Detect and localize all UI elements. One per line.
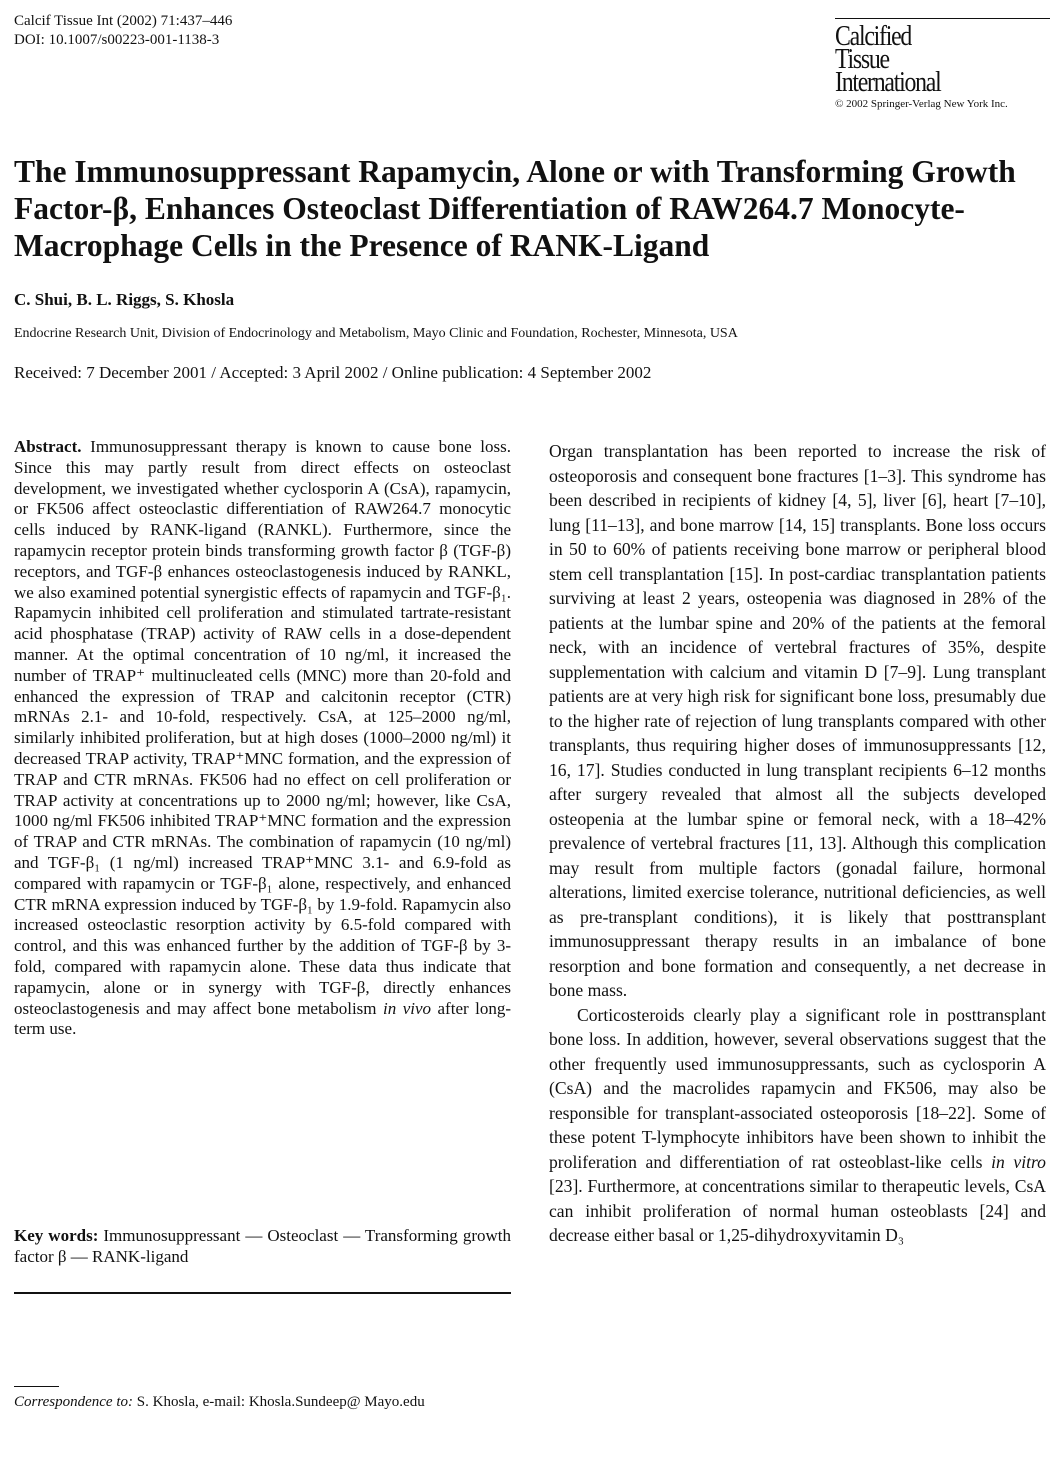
correspondence-label: Correspondence to: — [14, 1394, 134, 1410]
journal-name-line-1: Calcified — [835, 20, 912, 52]
publication-dates: Received: 7 December 2001 / Accepted: 3 April 2002 / Online publication: 4 September 2002 — [14, 363, 652, 382]
body-paragraph-2-start: Corticosteroids clearly play a significant role in posttransplant bone loss. In addition, however, several observations suggest that the other frequently used immunosuppressants, such as cyclosporin A (CsA) and the macrolides rapamycin and FK506, may also be responsible for transplant-associated osteoporosis [18–22]. Some of these potent T-lymphocyte inhibitors have been shown to inhibit the proliferation and differentiation of rat osteoblast-like cells — [549, 1004, 1046, 1172]
correspondence-footnote — [14, 1392, 511, 1412]
abstract — [14, 437, 511, 1040]
citation-doi-line: DOI: 10.1007/s00223-001-1138-3 — [14, 32, 220, 48]
logo-rule — [835, 18, 1050, 19]
section-divider — [14, 1292, 511, 1294]
body-paragraph-2-italic: in vitro — [991, 1151, 1046, 1172]
author-list: C. Shui, B. L. Riggs, S. Khosla — [14, 290, 235, 309]
author-affiliation: Endocrine Research Unit, Division of Endocrinology and Metabolism, Mayo Clinic and Foundation, Rochester, Minnesota, USA — [14, 326, 738, 341]
citation-journal-line: Calcif Tissue Int (2002) 71:437–446 — [14, 13, 233, 29]
body-paragraph-2 — [549, 1003, 1046, 1248]
journal-logo — [835, 18, 1050, 110]
copyright-notice: © 2002 Springer-Verlag New York Inc. — [835, 98, 1008, 110]
article-title: The Immunosuppressant Rapamycin, Alone or with Transforming Growth Factor-β, Enhances Osteoclast Differentiation of RAW264.7 Monocyte-Macrophage Cells in the Presence of RANK-Ligand — [14, 154, 1016, 263]
body-column — [549, 439, 1046, 1248]
keywords-text: Immunosuppressant — Osteoclast — Transforming growth factor β — RANK-ligand — [14, 1226, 511, 1266]
body-paragraph-1: Organ transplantation has been reported to increase the risk of osteoporosis and consequent bone fractures [1–3]. This syndrome has been described in recipients of kidney [4, 5], liver [6], heart [7–10], lung [11–13], and bone marrow [14, 15] transplants. Bone loss occurs in 50 to 60% of patients receiving bone marrow or peripheral blood stem cell transplantation [15]. In post-cardiac transplantation patients surviving at least 2 years, osteopenia was diagnosed in 28% of the patients at the lumbar spine and 20% of the patients at the femoral neck, with an incidence of vertebral fractures of 35%, despite supplementation with calcium and vitamin D [7–9]. Lung transplant patients are at very high risk for significant bone loss, presumably due to the higher rate of rejection of lung transplants compared with other transplants, thus requiring higher doses of immunosuppressants [12, 16, 17]. Studies conducted in lung transplant recipients 6–12 months after surgery revealed that almost all the subjects developed osteopenia at the lumbar spine or femoral neck, with a 18–42% prevalence of vertebral fractures [11, 13]. Although this complication may result from multiple factors (gonadal failure, hormonal alterations, limited exercise tolerance, nutritional deficiencies, as well as pre-transplant conditions), it is likely that posttransplant immunosuppressant therapy results in an imbalance of bone resorption and bone formation and consequently, a net decrease in bone mass. — [549, 441, 1046, 1000]
keywords — [14, 1226, 511, 1268]
abstract-text: Immunosuppressant therapy is known to cause bone loss. Since this may partly result from direct effects on osteoclast development, we investigated whether cyclosporin A (CsA), rapamycin, or FK506 affect osteoclastic differentiation of RAW264.7 monocytic cells induced by RANK-ligand (RANKL). Furthermore, since the rapamycin receptor protein binds transforming growth factor β (TGF-β) receptors, and TGF-β enhances osteoclastogenesis induced by RANKL, we also examined potential synergistic effects of rapamycin and TGF-β₁. Rapamycin inhibited cell proliferation and stimulated tartrate-resistant acid phosphatase (TRAP) activity of RAW cells in a dose-dependent manner. At the optimal concentration of 10 ng/ml, it increased the number of TRAP⁺ multinucleated cells (MNC) more than 20-fold and enhanced the expression of TRAP and calcitonin receptor (CTR) mRNAs 2.1- and 10-fold, respectively. CsA, at 125–2000 ng/ml, similarly inhibited proliferation, but at high doses (1000–2000 ng/ml) it decreased TRAP activity, TRAP⁺MNC formation, and the expression of TRAP and CTR mRNAs. FK506 had no effect on cell proliferation or TRAP activity at concentrations up to 2000 ng/ml; however, like CsA, 1000 ng/ml FK506 inhibited TRAP⁺MNC formation and the expression of TRAP and CTR mRNAs. The combination of rapamycin (10 ng/ml) and TGF-β₁ (1 ng/ml) increased TRAP⁺MNC 3.1- and 6.9-fold as compared with rapamycin or TGF-β₁ alone, respectively, and enhanced CTR mRNA expression induced by TGF-β₁ by 1.9-fold. Rapamycin also increased osteoclastic resorption activity by 6.5-fold compared with control, and this was enhanced further by the addition of TGF-β by 3-fold, compared with rapamycin alone. These data thus indicate that rapamycin, alone or in synergy with TGF-β, directly enhances osteoclastogenesis and may affect bone metabolism — [14, 437, 511, 1018]
keywords-label: Key words: — [14, 1226, 99, 1245]
body-paragraph-2-end: [23]. Furthermore, at concentrations similar to therapeutic levels, CsA can inhibit proliferation of normal human osteoblasts [24] and decrease either basal or 1,25-dihydroxyvitamin D₃ — [549, 1176, 1046, 1245]
citation-header — [14, 12, 232, 50]
journal-name-line-2: Tissue — [835, 43, 889, 75]
abstract-italic-phrase: in vivo — [383, 998, 432, 1018]
footnote-divider — [14, 1386, 59, 1387]
abstract-text-end: after long-term use. — [14, 998, 512, 1039]
journal-name-line-3: International — [835, 66, 941, 98]
correspondence-text: S. Khosla, e-mail: Khosla.Sundeep@ Mayo.edu — [136, 1394, 425, 1410]
abstract-label: Abstract. — [14, 437, 82, 456]
